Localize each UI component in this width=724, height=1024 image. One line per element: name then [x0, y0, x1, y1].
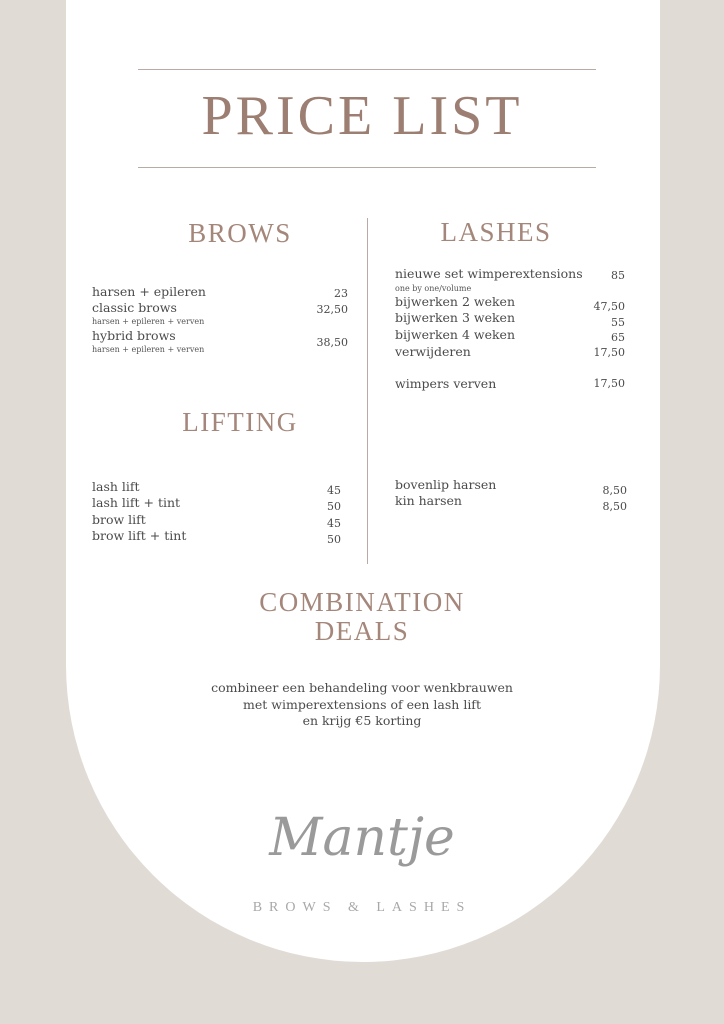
lifting-item-price: 50	[327, 533, 341, 546]
lashes-item-price: 17,50	[593, 346, 625, 359]
combination-text-line: combineer een behandeling voor wenkbrauwen	[211, 680, 513, 695]
lashes-item-price: 65	[611, 331, 625, 344]
lifting-item-name: brow lift	[92, 512, 146, 527]
lifting-item-name: lash lift + tint	[92, 495, 181, 510]
brows-item-name: classic brows	[92, 300, 177, 315]
lashes-item-price: 55	[611, 316, 625, 329]
lifting-item-price: 45	[327, 517, 341, 530]
lashes-item-price: 85	[611, 269, 625, 282]
lifting-item-name: lash lift	[92, 479, 140, 494]
combination-text-line: en krijg €5 korting	[302, 713, 422, 728]
lashes-item-name: bijwerken 2 weken	[395, 294, 515, 309]
combination-description	[0, 680, 724, 730]
lashes-item-price: 47,50	[593, 300, 625, 313]
brows-item-note: harsen + epileren + verven	[92, 317, 205, 326]
lashes-item-name: bijwerken 3 weken	[395, 310, 515, 325]
lashes-heading: LASHES	[440, 217, 552, 247]
combination-text-line: met wimperextensions of een lash lift	[243, 696, 481, 712]
waxing-item-price: 8,50	[602, 500, 627, 513]
lashes-item-name: nieuwe set wimperextensions	[395, 266, 583, 281]
title-bottom-rule	[138, 167, 596, 168]
lifting-heading: LIFTING	[182, 407, 298, 437]
waxing-item-price: 8,50	[602, 484, 627, 497]
combination-heading-deals: DEALS	[314, 616, 410, 646]
brows-item-price: 23	[334, 287, 348, 300]
brows-item-price: 38,50	[316, 336, 348, 349]
brand-subtitle: BROWS & LASHES	[252, 900, 472, 915]
lashes-item-price: 17,50	[593, 377, 625, 390]
lifting-item-name: brow lift + tint	[92, 528, 187, 543]
column-divider	[367, 218, 368, 564]
brows-item-name: harsen + epileren	[92, 284, 206, 299]
lashes-item-note: one by one/volume	[395, 284, 472, 293]
waxing-item-name: bovenlip harsen	[395, 477, 497, 492]
page-title: PRICE LIST	[201, 85, 523, 147]
brand-logo: Mantje	[269, 808, 455, 868]
combination-heading: COMBINATION	[259, 587, 465, 617]
lashes-item-name: bijwerken 4 weken	[395, 327, 515, 342]
brows-heading: BROWS	[188, 218, 292, 248]
waxing-item-name: kin harsen	[395, 493, 462, 508]
brows-item-note: harsen + epileren + verven	[92, 345, 205, 354]
brows-item-price: 32,50	[316, 303, 348, 316]
lifting-item-price: 45	[327, 484, 341, 497]
brows-item-name: hybrid brows	[92, 328, 176, 343]
lifting-item-price: 50	[327, 500, 341, 513]
lashes-item-name: wimpers verven	[395, 376, 497, 391]
lashes-item-name: verwijderen	[395, 344, 471, 359]
title-top-rule	[138, 69, 596, 70]
